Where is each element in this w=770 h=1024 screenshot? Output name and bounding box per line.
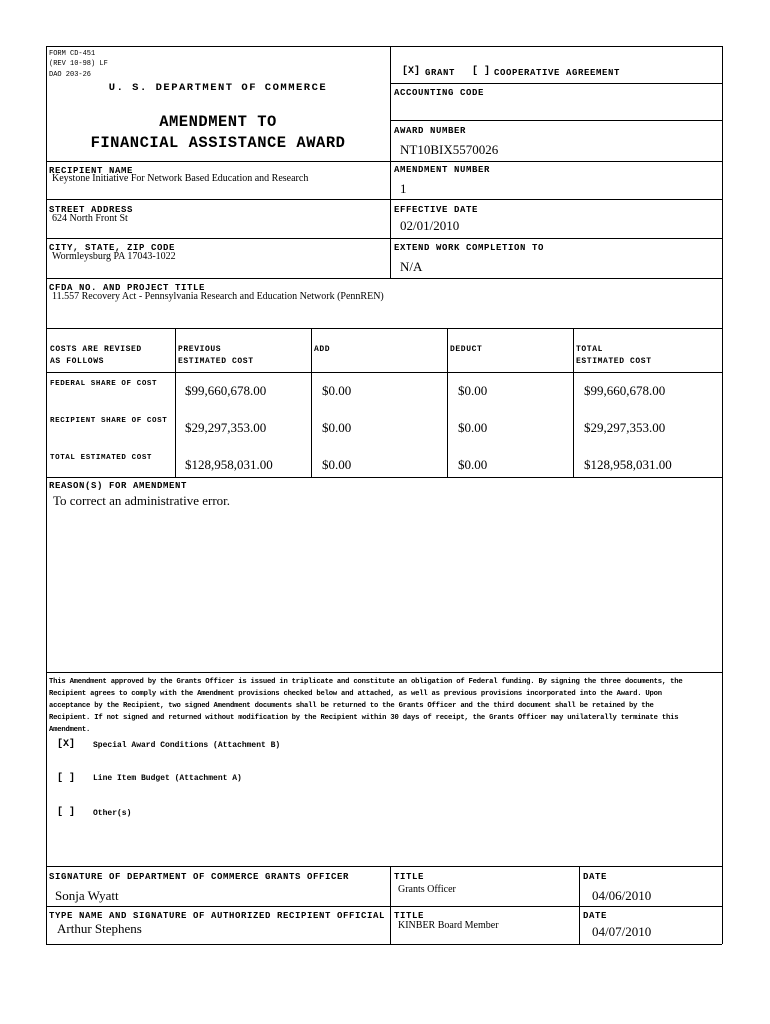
cost-add[interactable]: $0.00 <box>322 383 352 398</box>
department-name: U. S. DEPARTMENT OF COMMERCE <box>108 82 328 94</box>
cooperative-agreement-label: COOPERATIVE AGREEMENT <box>494 68 621 78</box>
cost-total[interactable]: $29,297,353.00 <box>584 420 666 435</box>
officer-date[interactable]: 04/06/2010 <box>592 888 652 903</box>
cost-add[interactable]: $0.00 <box>322 457 352 472</box>
notice-line: Recipient. If not signed and returned without modification by the Recipient within 30 days of receipt, the Grants Officer may unilaterally terminate this Amendment. <box>49 714 679 734</box>
notice-line: This Amendment approved by the Grants Officer is issued in triplicate and constitute an obligation of Federal funding. By signing the three documents, the <box>49 678 683 686</box>
cost-add[interactable]: $0.00 <box>322 420 352 435</box>
form-dao: DAO 203-26 <box>49 71 92 79</box>
cfda-label: CFDA NO. AND PROJECT TITLE <box>49 283 206 293</box>
award-number-label: AWARD NUMBER <box>394 126 467 136</box>
effective-date-value[interactable]: 02/01/2010 <box>400 218 460 233</box>
cost-header-deduct: DEDUCT <box>450 345 483 354</box>
recipient-title-label: TITLE <box>394 911 425 921</box>
special-conditions-checkbox[interactable]: [X] <box>57 739 76 750</box>
line-item-budget-label: Line Item Budget (Attachment A) <box>93 774 242 783</box>
others-checkbox[interactable]: [ ] <box>57 807 76 818</box>
grant-checkbox[interactable]: [X] <box>402 66 421 77</box>
officer-title-label: TITLE <box>394 872 425 882</box>
cost-row-label: FEDERAL SHARE OF COST <box>50 380 158 388</box>
award-number-value[interactable]: NT10BIX5570026 <box>400 142 499 157</box>
cost-row-label: TOTAL ESTIMATED COST <box>50 454 153 462</box>
recipient-date-label: DATE <box>583 911 608 921</box>
recipient-name-value[interactable]: Keystone Initiative For Network Based Education and Research <box>52 173 309 184</box>
cost-deduct[interactable]: $0.00 <box>458 420 488 435</box>
officer-title[interactable]: Grants Officer <box>398 884 456 895</box>
form-revision: (REV 10-98) LF <box>49 60 108 68</box>
recipient-signature-label: TYPE NAME AND SIGNATURE OF AUTHORIZED RECIPIENT OFFICIAL <box>49 911 386 921</box>
cost-total[interactable]: $128,958,031.00 <box>584 457 672 472</box>
recipient-title[interactable]: KINBER Board Member <box>398 920 499 931</box>
cost-deduct[interactable]: $0.00 <box>458 457 488 472</box>
cost-previous[interactable]: $128,958,031.00 <box>185 457 273 472</box>
cost-row-label: RECIPIENT SHARE OF COST <box>50 417 168 425</box>
cost-deduct[interactable]: $0.00 <box>458 383 488 398</box>
effective-date-label: EFFECTIVE DATE <box>394 205 479 215</box>
notice-line: Recipient agrees to comply with the Amendment provisions checked below and attached, as well as previous provisions incorporated into the Award. Upon <box>49 690 662 698</box>
cost-header-add: ADD <box>314 345 331 354</box>
cost-header-col1-line2: AS FOLLOWS <box>50 357 105 366</box>
street-address-value[interactable]: 624 North Front St <box>52 213 128 224</box>
form-title-line1: AMENDMENT TO <box>159 113 277 131</box>
cost-header-total-line1: TOTAL <box>576 345 604 354</box>
cost-header-previous-line2: ESTIMATED COST <box>178 357 254 366</box>
extend-completion-label: EXTEND WORK COMPLETION TO <box>394 243 545 253</box>
reason-label: REASON(S) FOR AMENDMENT <box>49 481 188 491</box>
cfda-value[interactable]: 11.557 Recovery Act - Pennsylvania Research and Education Network (PennREN) <box>52 291 384 302</box>
cost-previous[interactable]: $29,297,353.00 <box>185 420 267 435</box>
special-conditions-label: Special Award Conditions (Attachment B) <box>93 741 281 750</box>
recipient-date[interactable]: 04/07/2010 <box>592 924 652 939</box>
amendment-number-label: AMENDMENT NUMBER <box>394 165 491 175</box>
accounting-code-label: ACCOUNTING CODE <box>394 88 485 98</box>
street-address-label: STREET ADDRESS <box>49 205 134 215</box>
cooperative-agreement-checkbox[interactable]: [ ] <box>472 66 491 77</box>
extend-completion-value[interactable]: N/A <box>400 259 423 274</box>
grant-label: GRANT <box>425 68 456 78</box>
city-state-zip-label: CITY, STATE, ZIP CODE <box>49 243 176 253</box>
officer-date-label: DATE <box>583 872 608 882</box>
recipient-name-label: RECIPIENT NAME <box>49 166 134 176</box>
reason-value[interactable]: To correct an administrative error. <box>53 493 231 508</box>
officer-signature-label: SIGNATURE OF DEPARTMENT OF COMMERCE GRANTS OFFICER <box>49 872 350 882</box>
city-state-zip-value[interactable]: Wormleysburg PA 17043-1022 <box>52 251 176 262</box>
cost-total[interactable]: $99,660,678.00 <box>584 383 666 398</box>
notice-line: acceptance by the Recipient, two signed Amendment documents shall be returned to the Grants Officer and the third document shall be retained by the <box>49 702 654 710</box>
form-title-line2: FINANCIAL ASSISTANCE AWARD <box>90 134 346 152</box>
cost-header-previous-line1: PREVIOUS <box>178 345 222 354</box>
recipient-official-name[interactable]: Arthur Stephens <box>57 921 142 936</box>
others-label: Other(s) <box>93 809 132 818</box>
officer-name[interactable]: Sonja Wyatt <box>55 888 119 903</box>
cost-header-total-line2: ESTIMATED COST <box>576 357 652 366</box>
amendment-number-value[interactable]: 1 <box>400 181 407 196</box>
line-item-budget-checkbox[interactable]: [ ] <box>57 773 76 784</box>
form-id: FORM CD-451 <box>49 50 96 58</box>
cost-previous[interactable]: $99,660,678.00 <box>185 383 267 398</box>
cost-header-col1-line1: COSTS ARE REVISED <box>50 345 142 354</box>
